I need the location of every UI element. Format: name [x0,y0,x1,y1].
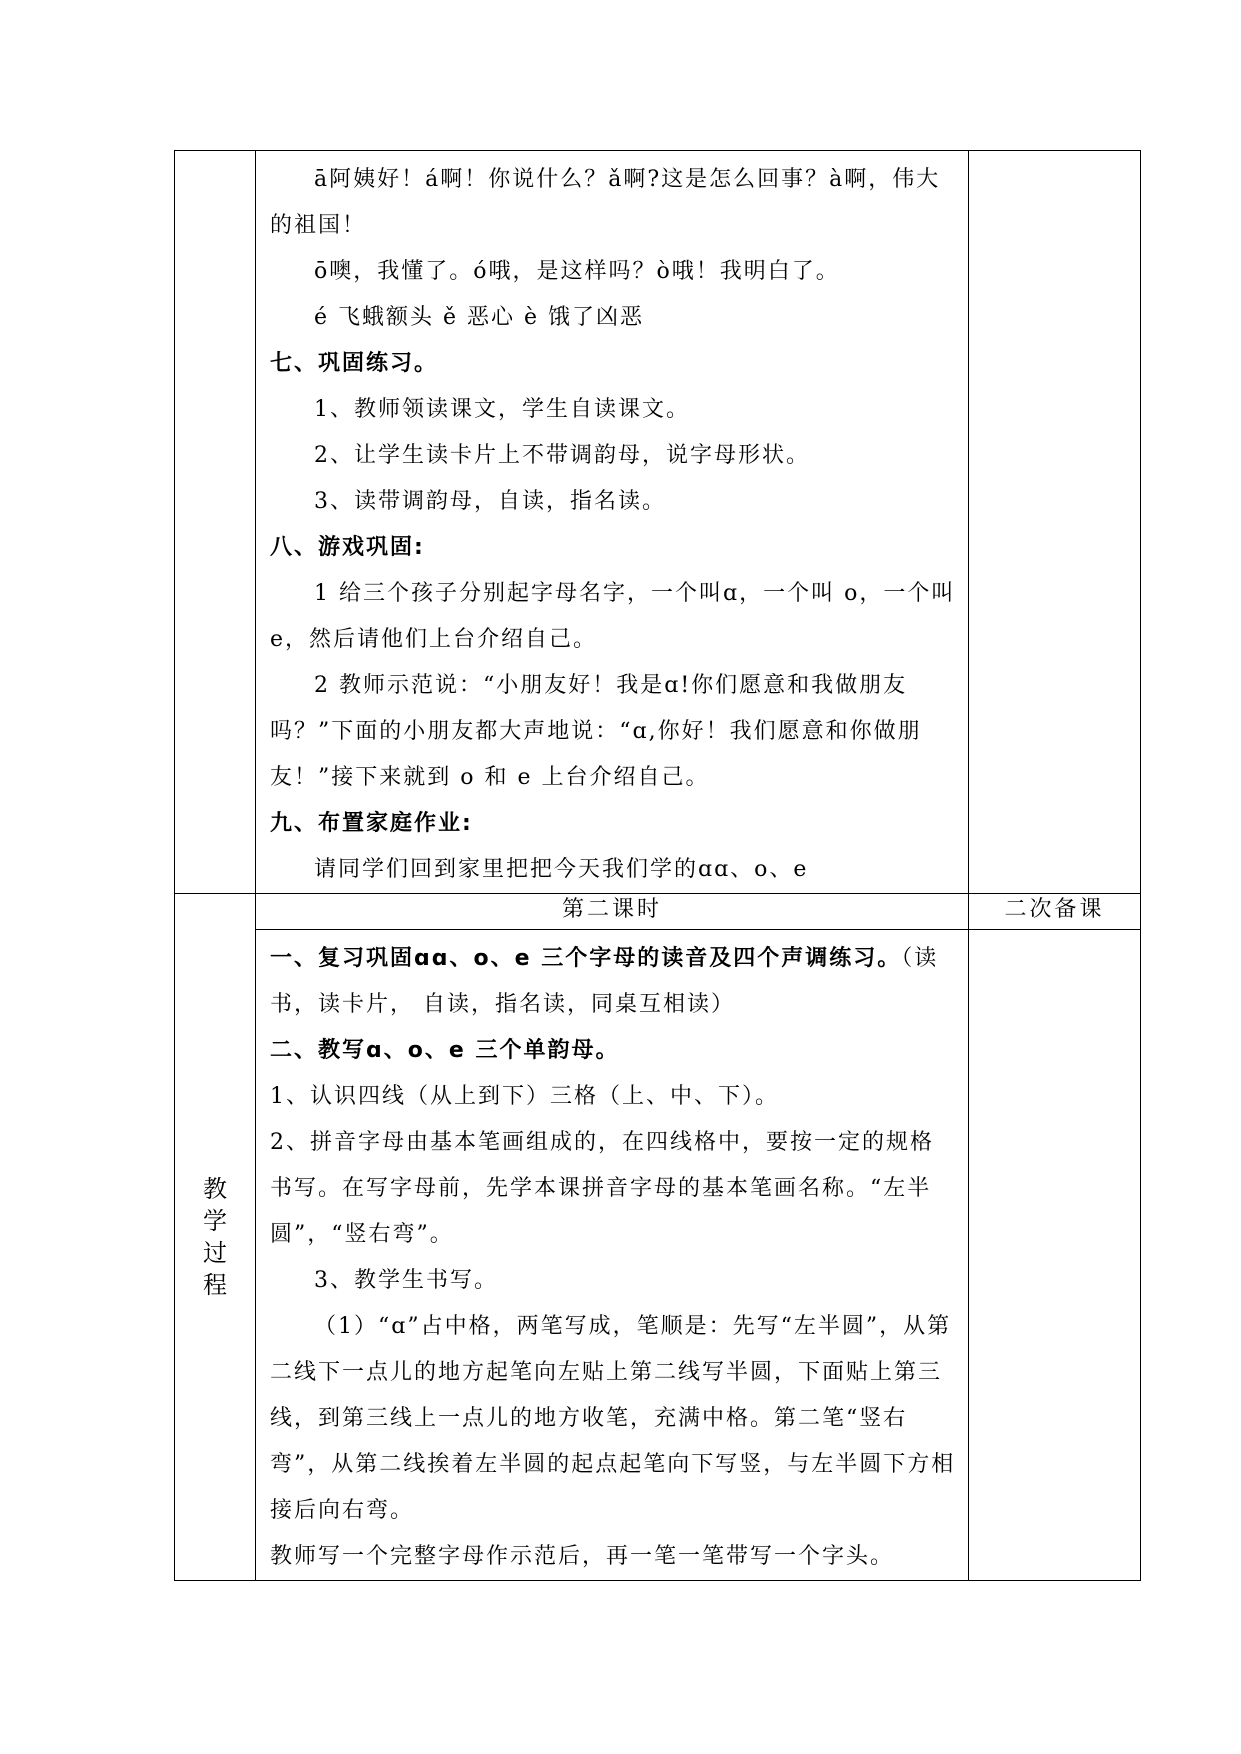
review-heading-bold: 一、复习巩固ɑɑ、o、e 三个字母的读音及四个声调练习。 [270,946,902,971]
game-item-2: 2 教师示范说：“小朋友好！我是ɑ!你们愿意和我做朋友吗？”下面的小朋友都大声地说：“ɑ,你好！我们愿意和你做朋友！”接下来就到 o 和 e 上台介绍自己。 [270,673,922,790]
writing-item-2: 2、拼音字母由基本笔画组成的，在四线格中，要按一定的规格书写。在写字母前，先学本课拼音字母的基本笔画名称。“左半圆”，“竖右弯”。 [270,1130,934,1247]
review-heading-rest: （读书，读卡片， 自读，指名读，同桌互相读） [270,946,939,1017]
writing-heading: 二、教写ɑ、o、e 三个单韵母。 [270,1038,620,1063]
teaching-process-label: 教 学 过 程 [203,1175,227,1299]
lesson-one-row [175,151,1141,894]
practice-item-3: 3、读带调韵母，自读，指名读。 [314,489,666,514]
writing-item-3-detail: （1）“ɑ”占中格，两笔写成，笔顺是：先写“左半圆”，从第二线下一点儿的地方起笔向左贴上第二线写半圆，下面贴上第三线，到第三线上一点儿的地方收笔，充满中格。第二笔“竖右弯”，从第二线挨着左半圆的起点起笔向下写竖，与左半圆下方相接后向右弯。 [270,1314,956,1523]
right-blank-cell [969,151,1141,894]
tone-e-line: é 飞蛾额头 ě 恶心 è 饿了凶恶 [314,305,645,330]
homework-text: 请同学们回到家里把把今天我们学的ɑɑ、o、e [314,857,809,882]
lesson-two-content [256,930,969,1581]
writing-item-3: 3、教学生书写。 [314,1268,498,1293]
game-item-1: 1 给三个孩子分别起字母名字，一个叫ɑ，一个叫 o，一个叫 e，然后请他们上台介绍自己。 [270,581,956,652]
tone-o-line: ō噢，我懂了。ó哦，是这样吗？ò哦！我明白了。 [314,259,840,284]
lesson-two-title: 第二课时 [256,894,969,930]
second-prep-cell [969,930,1141,1581]
lesson-two-header-row [175,894,1141,930]
heading-homework: 九、布置家庭作业: [270,811,473,836]
review-heading [270,936,956,1028]
side-label-cell [175,894,256,1581]
tone-a-line: ā阿姨好！á啊！你说什么？ǎ啊?这是怎么回事？à啊，伟大的祖国！ [270,167,941,238]
lesson-two-content-row [175,930,1141,1581]
writing-item-1: 1、认识四线（从上到下）三格（上、中、下）。 [270,1084,779,1109]
practice-item-2: 2、让学生读卡片上不带调韵母，说字母形状。 [314,443,810,468]
closing-text: 教师写一个完整字母作示范后，再一笔一笔带写一个字头。 [270,1544,895,1569]
lesson-one-content [256,151,969,894]
heading-consolidation: 七、巩固练习。 [270,351,439,376]
second-prep-title: 二次备课 [969,894,1141,930]
practice-item-1: 1、教师领读课文，学生自读课文。 [314,397,690,422]
heading-game: 八、游戏巩固: [270,535,425,560]
lesson-plan-table [174,150,1141,1581]
left-blank-cell [175,151,256,894]
